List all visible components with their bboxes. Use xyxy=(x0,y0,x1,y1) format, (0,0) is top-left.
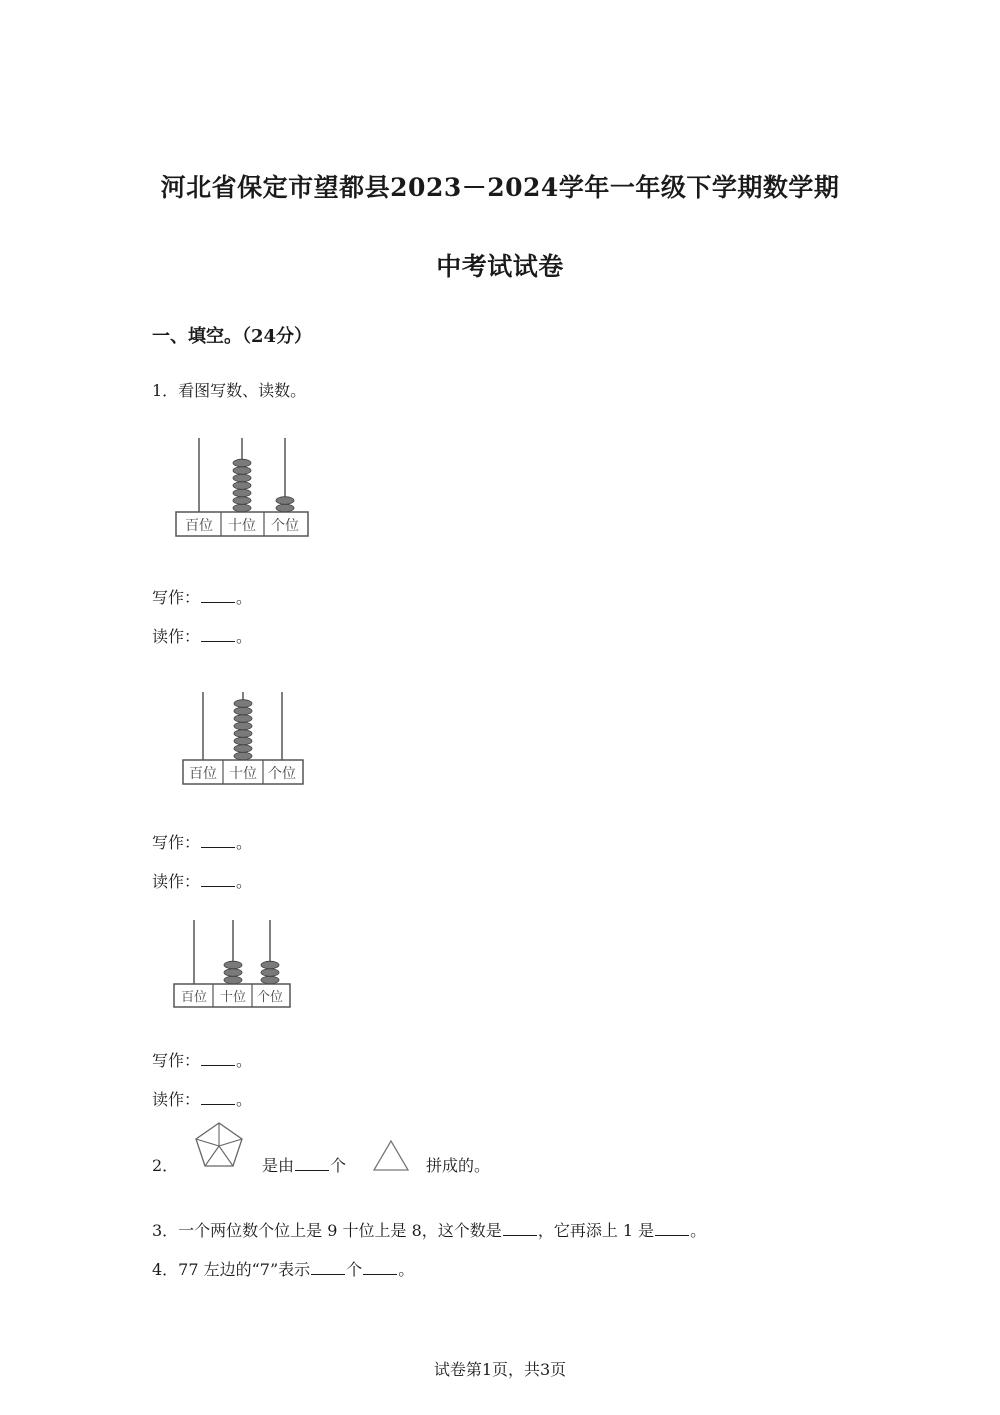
abacus-beads xyxy=(234,700,252,760)
answer-blank-read-2[interactable] xyxy=(201,872,235,887)
pentagon-figure-icon xyxy=(193,1120,245,1174)
q4-text-b: 个 xyxy=(346,1260,363,1279)
abacus-3-svg xyxy=(170,914,296,1012)
abacus-bead-ones xyxy=(261,969,279,977)
abacus-label-hundreds: 百位 xyxy=(189,766,217,782)
answer-blank-read-1[interactable] xyxy=(201,627,235,642)
abacus-label-ones: 个位 xyxy=(256,990,284,1005)
q4-text-c: 。 xyxy=(398,1260,415,1279)
abacus-1-read-line xyxy=(152,624,252,647)
abacus-label-tens: 十位 xyxy=(228,518,256,534)
abacus-bead-tens xyxy=(233,504,251,512)
write-label: 写作： xyxy=(152,588,201,607)
abacus-bead-tens xyxy=(234,722,252,730)
abacus-label-tens: 十位 xyxy=(219,990,247,1005)
abacus-label-hundreds: 百位 xyxy=(180,990,208,1005)
q2-text-a: 是由 xyxy=(262,1156,295,1175)
read-label: 读作： xyxy=(152,627,201,646)
abacus-label-ones: 个位 xyxy=(271,518,299,534)
end-mark: 。 xyxy=(236,833,253,852)
abacus-bead-tens xyxy=(234,730,252,738)
abacus-bead-tens xyxy=(233,467,251,475)
abacus-figure-3 xyxy=(170,914,296,1012)
q3-text-b: ，它再添上 1 是 xyxy=(537,1221,655,1240)
abacus-bead-ones xyxy=(261,961,279,969)
end-mark: 。 xyxy=(236,1090,253,1109)
end-mark: 。 xyxy=(236,627,253,646)
exam-title-line-2: 中考试试卷 xyxy=(436,252,564,281)
write-label: 写作： xyxy=(152,1051,201,1070)
end-mark: 。 xyxy=(236,1051,253,1070)
write-label: 写作： xyxy=(152,833,201,852)
answer-blank-q3-b[interactable] xyxy=(655,1221,689,1236)
abacus-bead-ones xyxy=(276,497,294,505)
abacus-figure-1 xyxy=(172,432,312,542)
question-2-number: 2． xyxy=(152,1156,179,1175)
abacus-bead-tens xyxy=(234,737,252,745)
abacus-bead-tens xyxy=(233,497,251,505)
answer-blank-write-2[interactable] xyxy=(201,833,235,848)
abacus-label-ones: 个位 xyxy=(268,766,296,782)
abacus-bead-ones xyxy=(261,976,279,984)
abacus-bead-tens xyxy=(234,707,252,715)
abacus-bead-tens xyxy=(234,752,252,760)
abacus-bead-tens xyxy=(224,976,242,984)
question-3 xyxy=(152,1218,706,1241)
question-4 xyxy=(152,1257,414,1280)
abacus-bead-ones xyxy=(276,504,294,512)
answer-blank-q2[interactable] xyxy=(295,1156,329,1171)
abacus-bead-tens xyxy=(233,474,251,482)
abacus-3-read-line xyxy=(152,1087,252,1110)
read-label: 读作： xyxy=(152,1090,201,1109)
abacus-bead-tens xyxy=(233,459,251,467)
abacus-label-tens: 十位 xyxy=(229,766,257,782)
answer-blank-read-3[interactable] xyxy=(201,1090,235,1105)
answer-blank-q4-b[interactable] xyxy=(363,1260,397,1275)
end-mark: 。 xyxy=(236,588,253,607)
triangle-figure-icon xyxy=(371,1138,411,1178)
abacus-label-hundreds: 百位 xyxy=(185,518,213,534)
abacus-bead-tens xyxy=(233,489,251,497)
answer-blank-write-1[interactable] xyxy=(201,588,235,603)
abacus-2-read-line xyxy=(152,869,252,892)
abacus-bead-tens xyxy=(234,700,252,708)
end-mark: 。 xyxy=(236,872,253,891)
abacus-2-svg xyxy=(178,688,308,790)
answer-blank-write-3[interactable] xyxy=(201,1051,235,1066)
abacus-bead-tens xyxy=(233,482,251,490)
question-2-text xyxy=(262,1153,346,1176)
answer-blank-q4-a[interactable] xyxy=(311,1260,345,1275)
q3-text-a: 3．一个两位数个位上是 9 十位上是 8，这个数是 xyxy=(152,1221,502,1240)
q3-text-c: 。 xyxy=(690,1221,707,1240)
abacus-beads xyxy=(224,961,279,984)
abacus-bead-tens xyxy=(224,969,242,977)
q2-text-b: 个 xyxy=(330,1156,347,1175)
question-2-tail: 拼成的。 xyxy=(426,1156,491,1175)
question-1-prompt: 1．看图写数、读数。 xyxy=(152,381,307,400)
page-footer: 试卷第1页，共3页 xyxy=(433,1360,567,1379)
answer-blank-q3-a[interactable] xyxy=(503,1221,537,1236)
abacus-bead-tens xyxy=(234,715,252,723)
q4-text-a: 4．77 左边的“7”表示 xyxy=(152,1260,311,1279)
abacus-3-write-line xyxy=(152,1048,252,1071)
abacus-1-svg xyxy=(172,432,312,542)
abacus-bead-tens xyxy=(224,961,242,969)
abacus-figure-2 xyxy=(178,688,308,790)
abacus-2-write-line xyxy=(152,830,252,853)
abacus-bead-tens xyxy=(234,745,252,753)
abacus-1-write-line xyxy=(152,585,252,608)
exam-title-line-1: 河北省保定市望都县2023－2024学年一年级下学期数学期 xyxy=(160,173,840,202)
read-label: 读作： xyxy=(152,872,201,891)
section-heading: 一、填空。（24分） xyxy=(152,326,313,347)
